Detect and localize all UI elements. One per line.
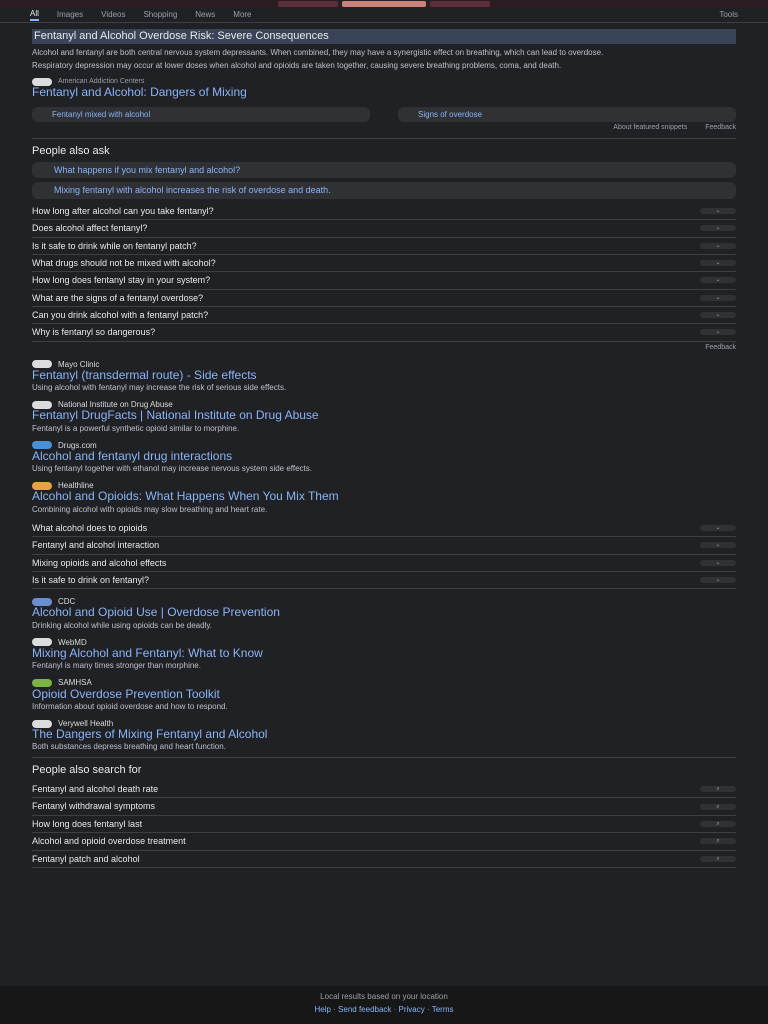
result-link[interactable]: Mixing Alcohol and Fentanyl: What to Know bbox=[32, 645, 263, 660]
related-item[interactable]: Fentanyl and alcohol interaction ⌄ bbox=[32, 537, 736, 554]
related-item[interactable]: What alcohol does to opioids ⌄ bbox=[32, 520, 736, 537]
featured-source-site: American Addiction Centers bbox=[58, 78, 145, 86]
search-result: National Institute on Drug Abuse Fentanyl DrugFacts | National Institute on Drug Abuse Fentanyl is a powerful synthetic opioid similar to morphine. bbox=[32, 400, 736, 433]
result-link[interactable]: Alcohol and fentanyl drug interactions bbox=[32, 448, 233, 463]
people-also-search-for bbox=[32, 764, 736, 867]
chevron-down-icon: ⌄ bbox=[700, 312, 736, 318]
chevron-down-icon: ⌄ bbox=[700, 260, 736, 266]
featured-source-link[interactable]: Fentanyl and Alcohol: Dangers of Mixing bbox=[32, 85, 247, 100]
people-also-ask bbox=[32, 145, 736, 351]
site-favicon-icon bbox=[32, 360, 52, 368]
paa-item[interactable]: Is it safe to drink while on fentanyl patch? ⌄ bbox=[32, 238, 736, 255]
chevron-down-icon: ⌄ bbox=[700, 525, 736, 531]
chevron-down-icon: ⌄ bbox=[700, 329, 736, 335]
featured-para-1: Alcohol and fentanyl are both central nervous system depressants. When combined, they may have a synergistic effect on breathing, which can lead to overdose. bbox=[32, 47, 604, 57]
paa-expanded-answer: Mixing fentanyl with alcohol increases the risk of overdose and death. bbox=[32, 182, 736, 198]
result-link[interactable]: Fentanyl (transdermal route) - Side effects bbox=[32, 367, 257, 382]
paa-feedback[interactable]: Feedback bbox=[705, 343, 736, 351]
result-link[interactable]: Fentanyl DrugFacts | National Institute on Drug Abuse bbox=[32, 408, 319, 423]
search-result: Verywell Health The Dangers of Mixing Fentanyl and Alcohol Both substances depress breathing and heart function. bbox=[32, 719, 736, 752]
chevron-down-icon: ⌄ bbox=[700, 560, 736, 566]
paa-item[interactable]: What drugs should not be mixed with alcohol? ⌄ bbox=[32, 255, 736, 272]
chip-1[interactable]: Fentanyl mixed with alcohol bbox=[32, 107, 370, 122]
location-text: Local results based on your location bbox=[320, 992, 448, 1001]
tab-shopping[interactable]: Shopping bbox=[143, 10, 178, 20]
page-footer: Local results based on your location Help · Send feedback · Privacy · Terms bbox=[0, 986, 768, 1024]
paa-item[interactable]: Can you drink alcohol with a fentanyl patch? ⌄ bbox=[32, 307, 736, 324]
related-search-item[interactable]: Fentanyl patch and alcohol ⌕ bbox=[32, 851, 736, 868]
searches-title: People also search for bbox=[32, 764, 142, 777]
search-result: WebMD Mixing Alcohol and Fentanyl: What to Know Fentanyl is many times stronger than morphine. bbox=[32, 638, 736, 671]
related-item[interactable]: Is it safe to drink on fentanyl? ⌄ bbox=[32, 572, 736, 589]
result-link[interactable]: Alcohol and Opioids: What Happens When You Mix Them bbox=[32, 489, 339, 504]
result-link[interactable]: Opioid Overdose Prevention Toolkit bbox=[32, 686, 220, 701]
tab-more[interactable]: More bbox=[233, 10, 252, 20]
chevron-down-icon: ⌄ bbox=[700, 277, 736, 283]
featured-heading: Fentanyl and Alcohol Overdose Risk: Severe Consequences bbox=[32, 29, 736, 44]
search-icon: ⌕ bbox=[700, 821, 736, 827]
related-search-item[interactable]: How long does fentanyl last ⌕ bbox=[32, 816, 736, 833]
paa-expanded-question[interactable]: What happens if you mix fentanyl and alcohol? bbox=[32, 162, 736, 178]
chevron-down-icon: ⌄ bbox=[700, 208, 736, 214]
related-search-item[interactable]: Fentanyl withdrawal symptoms ⌕ bbox=[32, 798, 736, 815]
chevron-down-icon: ⌄ bbox=[700, 225, 736, 231]
search-icon: ⌕ bbox=[700, 856, 736, 862]
paa-title: People also ask bbox=[32, 145, 110, 158]
search-result: Mayo Clinic Fentanyl (transdermal route) - Side effects Using alcohol with fentanyl may increase the risk of serious side effects. bbox=[32, 360, 736, 393]
tools-button[interactable]: Tools bbox=[719, 10, 738, 20]
feedback-link[interactable]: Feedback bbox=[705, 124, 736, 132]
search-result: CDC Alcohol and Opioid Use | Overdose Prevention Drinking alcohol while using opioids can be deadly. bbox=[32, 597, 736, 630]
featured-para-2: Respiratory depression may occur at lower doses when alcohol and opioids are taken together, causing severe breathing problems, coma, and death. bbox=[32, 60, 562, 70]
search-result: SAMHSA Opioid Overdose Prevention Toolkit Information about opioid overdose and how to respond. bbox=[32, 678, 736, 711]
footer-privacy[interactable]: Privacy bbox=[398, 1005, 425, 1015]
tab-all[interactable]: All bbox=[30, 9, 39, 20]
search-tabs bbox=[0, 8, 768, 23]
paa-item[interactable]: What are the signs of a fentanyl overdose? ⌄ bbox=[32, 290, 736, 307]
paa-item[interactable]: How long after alcohol can you take fentanyl? ⌄ bbox=[32, 203, 736, 220]
chevron-down-icon: ⌄ bbox=[700, 577, 736, 583]
footer-help[interactable]: Help bbox=[314, 1005, 331, 1015]
featured-snippet bbox=[32, 29, 736, 132]
related-search-item[interactable]: Fentanyl and alcohol death rate ⌕ bbox=[32, 781, 736, 798]
tab-news[interactable]: News bbox=[195, 10, 216, 20]
chevron-down-icon: ⌄ bbox=[700, 295, 736, 301]
result-link[interactable]: Alcohol and Opioid Use | Overdose Prevention bbox=[32, 605, 280, 620]
about-snippets-link[interactable]: About featured snippets bbox=[613, 124, 688, 132]
paa-item[interactable]: How long does fentanyl stay in your system? ⌄ bbox=[32, 272, 736, 289]
tab-videos[interactable]: Videos bbox=[101, 10, 126, 20]
tab-images[interactable]: Images bbox=[56, 10, 84, 20]
search-icon: ⌕ bbox=[700, 786, 736, 792]
search-icon: ⌕ bbox=[700, 804, 736, 810]
footer-terms[interactable]: Terms bbox=[431, 1005, 454, 1015]
browser-top-bar bbox=[0, 0, 768, 8]
footer-feedback[interactable]: Send feedback bbox=[338, 1005, 392, 1015]
chevron-down-icon: ⌄ bbox=[700, 542, 736, 548]
site-favicon-icon bbox=[32, 679, 52, 687]
related-questions bbox=[32, 520, 736, 589]
chevron-down-icon: ⌄ bbox=[700, 243, 736, 249]
chip-2[interactable]: Signs of overdose bbox=[398, 107, 736, 122]
related-item[interactable]: Mixing opioids and alcohol effects ⌄ bbox=[32, 555, 736, 572]
search-result: Healthline Alcohol and Opioids: What Happens When You Mix Them Combining alcohol with opioids may slow breathing and heart rate. bbox=[32, 481, 736, 514]
related-search-item[interactable]: Alcohol and opioid overdose treatment ⌕ bbox=[32, 833, 736, 850]
paa-item[interactable]: Why is fentanyl so dangerous? ⌄ bbox=[32, 324, 736, 341]
paa-item[interactable]: Does alcohol affect fentanyl? ⌄ bbox=[32, 220, 736, 237]
search-result: Drugs.com Alcohol and fentanyl drug interactions Using fentanyl together with ethanol may increase nervous system side effects. bbox=[32, 441, 736, 474]
search-icon: ⌕ bbox=[700, 838, 736, 844]
result-link[interactable]: The Dangers of Mixing Fentanyl and Alcohol bbox=[32, 727, 268, 742]
